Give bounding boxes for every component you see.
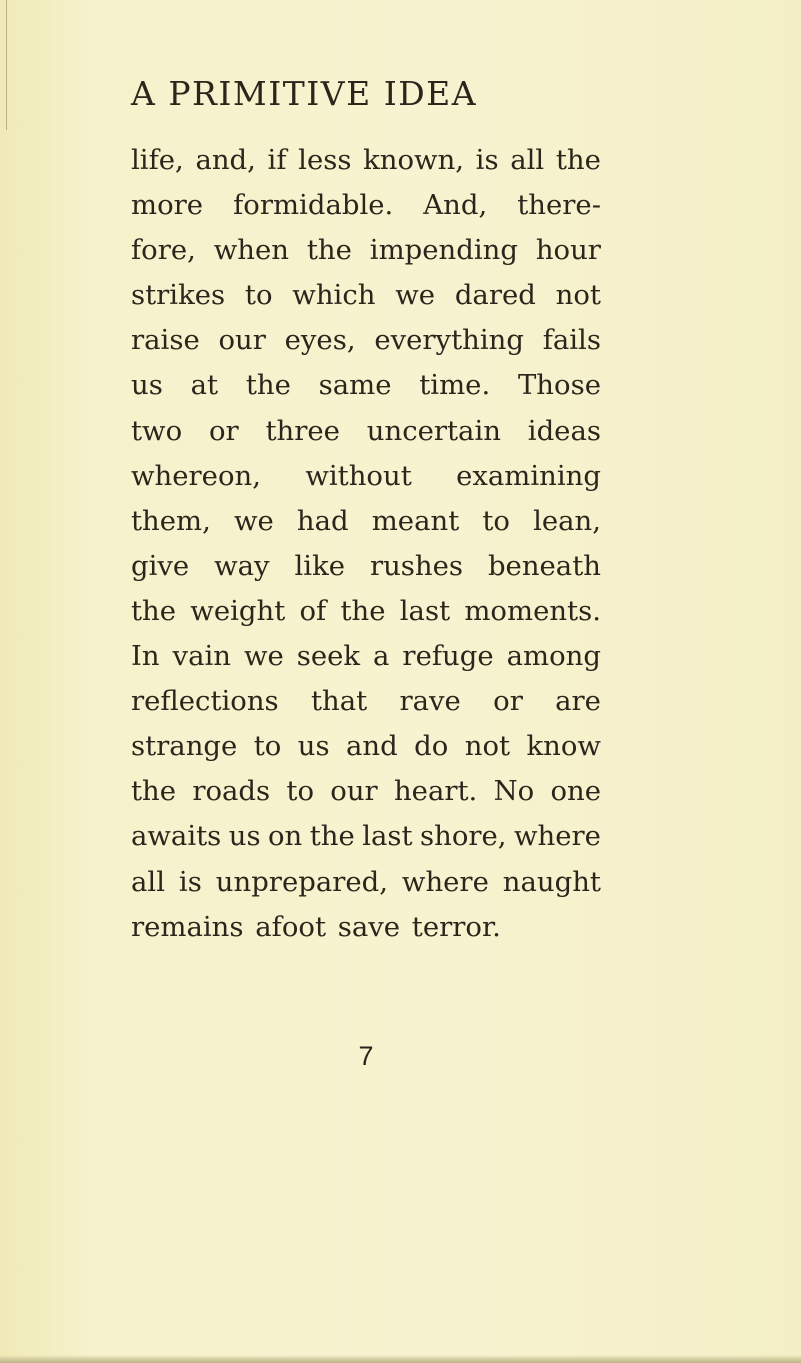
text-line: raise our eyes, everything fails [131,324,601,357]
running-head: A PRIMITIVE IDEA [131,74,478,113]
text-line: the weight of the last moments. [131,594,601,627]
text-line: two or three uncertain ideas [131,414,601,447]
body-text [131,138,601,950]
text-line: them, we had meant to lean, [131,504,601,537]
page-bottom-edge [0,1355,801,1363]
text-line: all is unprepared, where naught [131,865,601,898]
text-line: us at the same time. Those [131,369,601,402]
page-number: 7 [358,1041,374,1071]
text-line: the roads to our heart. No one [131,775,601,808]
text-line: strange to us and do not know [131,730,601,763]
text-line: fore, when the impending hour [131,234,601,267]
text-line: remains afoot save terror. [131,910,501,943]
text-line: In vain we seek a refuge among [131,640,601,673]
text-line: strikes to which we dared not [131,279,601,312]
text-line: reflections that rave or are [131,685,601,718]
text-line: life, and, if less known, is all the [131,144,601,176]
text-line: whereon, without examining [131,459,601,492]
text-line: more formidable. And, there- [131,189,601,222]
text-line: awaits us on the last shore, where [131,820,601,853]
text-line: give way like rushes beneath [131,549,601,582]
